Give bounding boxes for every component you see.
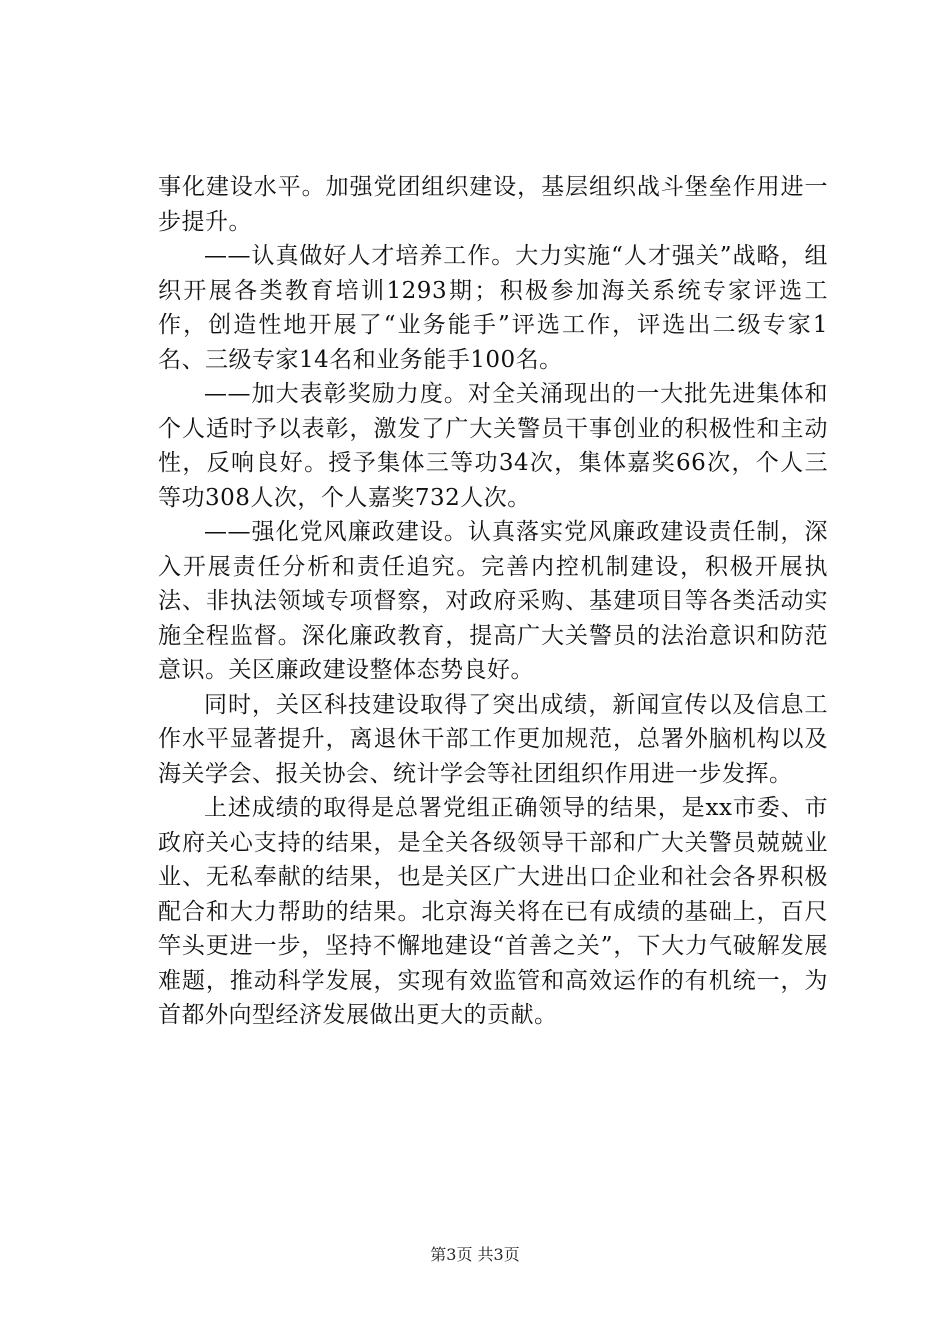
paragraph-6: 上述成绩的取得是总署党组正确领导的结果，是xx市委、市政府关心支持的结果，是全关各级领导干部和广大关警员兢兢业业、无私奉献的结果，也是关区广大进出口企业和社会各界积极配合和大力帮助的结果。北京海关将在已有成绩的基础上，百尺竿头更进一步，坚持不懈地建设“首善之关”，下大力气破解发展难题，推动科学发展，实现有效监管和高效运作的有机统一，为首都外向型经济发展做出更大的贡献。 (158, 795, 828, 1028)
paragraph-4: ——强化党风廉政建设。认真落实党风廉政建设责任制，深入开展责任分析和责任追究。完善内控机制建设，积极开展执法、非执法领域专项督察，对政府采购、基建项目等各类活动实施全程监督。深化廉政教育，提高广大关警员的法治意识和防范意识。关区廉政建设整体态势良好。 (158, 519, 828, 683)
page-number: 第3页 共3页 (430, 1245, 520, 1264)
paragraph-5: 同时，关区科技建设取得了突出成绩，新闻宣传以及信息工作水平显著提升，离退休干部工作更加规范，总署外脑机构以及海关学会、报关协会、统计学会等社团组织作用进一步发挥。 (158, 691, 828, 787)
paragraph-1: 事化建设水平。加强党团组织建设，基层组织战斗堡垒作用进一步提升。 (158, 174, 828, 235)
paragraph-2: ——认真做好人才培养工作。大力实施“人才强关”战略，组织开展各类教育培训1293期；积极参加海关系统专家评选工作，创造性地开展了“业务能手”评选工作，评选出二级专家1名、三级专家14名和业务能手100名。 (158, 243, 828, 373)
document-body (158, 170, 828, 1033)
paragraph-3: ——加大表彰奖励力度。对全关涌现出的一大批先进集体和个人适时予以表彰，激发了广大关警员干事创业的积极性和主动性，反响良好。授予集体三等功34次，集体嘉奖66次，个人三等功308人次，个人嘉奖732人次。 (158, 381, 828, 511)
